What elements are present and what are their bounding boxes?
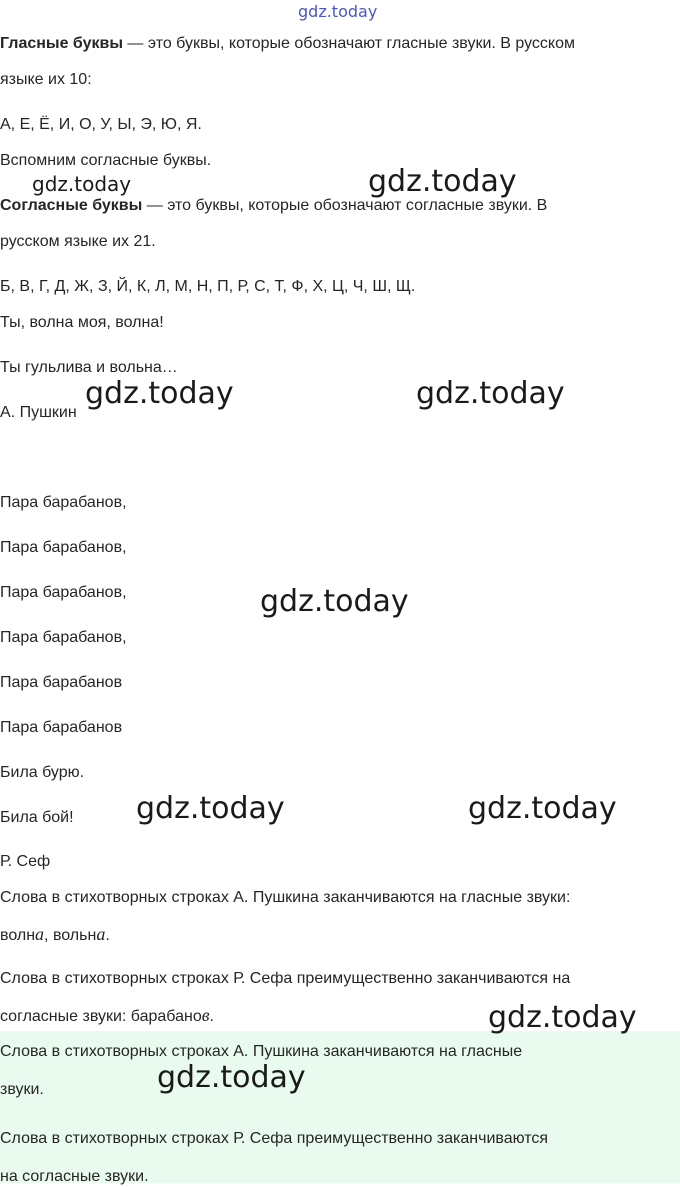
poem2-line2: Пара барабанов,	[0, 539, 127, 556]
word-barabanov-ending: в	[201, 1005, 210, 1025]
period: .	[209, 1008, 214, 1025]
analysis-p2-line1: Слова в стихотворных строках Р. Сефа преимущественно заканчиваются на	[0, 970, 571, 987]
word-barabanov-stem: согласные звуки: барабано	[0, 1008, 202, 1025]
watermark: gdz.today	[85, 376, 234, 411]
vowels-definition-text: — это буквы, которые обозначают гласные звуки. В русском	[122, 35, 575, 52]
poem2-line3: Пара барабанов,	[0, 584, 127, 601]
consonants-definition-line2: русском языке их 21.	[0, 233, 156, 250]
consonants-list: Б, В, Г, Д, Ж, З, Й, К, Л, М, Н, П, Р, С, Т, Ф, Х, Ц, Ч, Ш, Щ.	[0, 278, 416, 295]
word-volna-ending: а	[35, 924, 45, 944]
watermark: gdz.today	[468, 791, 617, 826]
poem2-line5: Пара барабанов	[0, 674, 123, 691]
poem2-line1: Пара барабанов,	[0, 494, 127, 511]
watermark: gdz.today	[32, 172, 132, 196]
analysis-p2-line2	[0, 1005, 214, 1027]
period: .	[105, 927, 110, 944]
word-volna-stem: волн	[0, 927, 36, 944]
watermark: gdz.today	[488, 1000, 637, 1035]
consonants-definition-text: — это буквы, которые обозначают согласные звуки. В	[142, 197, 548, 214]
answer-1-line1: Слова в стихотворных строках А. Пушкина заканчиваются на гласные	[0, 1043, 523, 1060]
poem2-line7: Била бурю.	[0, 764, 85, 781]
poem1-line1: Ты, волна моя, волна!	[0, 314, 164, 331]
poem1-line2: Ты гульлива и вольна…	[0, 359, 178, 376]
poem2-line8: Била бой!	[0, 809, 74, 826]
poem2-author: Р. Сеф	[0, 853, 51, 870]
answer-2-line2: на согласные звуки.	[0, 1168, 149, 1185]
term-vowels: Гласные буквы	[0, 35, 123, 52]
answer-2-line1: Слова в стихотворных строках Р. Сефа преимущественно заканчиваются	[0, 1130, 549, 1147]
watermark: gdz.today	[157, 1060, 306, 1095]
answer-1-line2: звуки.	[0, 1081, 44, 1098]
watermark-top: gdz.today	[298, 2, 378, 21]
watermark: gdz.today	[136, 791, 285, 826]
analysis-p1-line2	[0, 924, 110, 946]
poem1-author: А. Пушкин	[0, 404, 77, 421]
poem2-line4: Пара барабанов,	[0, 629, 127, 646]
recall-consonants: Вспомним согласные буквы.	[0, 152, 212, 169]
watermark: gdz.today	[416, 376, 565, 411]
watermark: gdz.today	[260, 584, 409, 619]
vowels-definition-line1	[0, 34, 575, 54]
analysis-p1-line1: Слова в стихотворных строках А. Пушкина заканчиваются на гласные звуки:	[0, 889, 571, 906]
word-volna2-stem: вольн	[52, 927, 97, 944]
watermark: gdz.today	[368, 164, 517, 199]
vowels-list: А, Е, Ё, И, О, У, Ы, Э, Ю, Я.	[0, 116, 202, 133]
word-volna2-ending: а	[96, 924, 106, 944]
vowels-definition-line2: языке их 10:	[0, 71, 92, 88]
poem2-line6: Пара барабанов	[0, 719, 123, 736]
term-consonants: Согласные буквы	[0, 197, 143, 214]
separator: ,	[44, 927, 53, 944]
